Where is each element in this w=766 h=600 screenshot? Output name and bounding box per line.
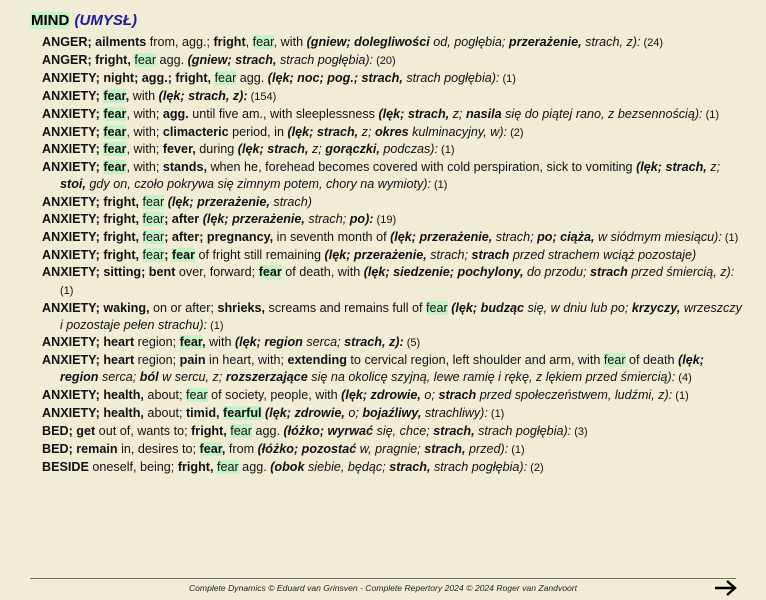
rubric-translation: w, pragnie; xyxy=(356,441,425,456)
rubric-text: from xyxy=(225,441,258,456)
rubric-term: fright, xyxy=(191,423,231,438)
rubric-line[interactable] xyxy=(42,34,742,52)
rubric-translation-term: strach xyxy=(471,247,510,262)
remedy-count: (1) xyxy=(499,72,516,85)
rubric-line[interactable] xyxy=(42,106,742,124)
rubric-translation-term: (łóżko; pozostać xyxy=(257,441,357,456)
rubric-text: of death xyxy=(625,353,679,368)
rubric-line[interactable] xyxy=(42,441,742,459)
rubric-text: region; xyxy=(134,335,180,350)
rubric-term: , xyxy=(221,441,226,456)
rubric-translation-term: bojaźliwy, xyxy=(362,406,422,421)
rubric-line[interactable] xyxy=(42,387,742,405)
rubric-term: ANGER; fright, xyxy=(42,52,135,67)
rubric-translation: wrzeszczy i pozostaje pełen strachu): xyxy=(60,300,742,332)
rubric-translation: przed śmiercią, z): xyxy=(627,264,735,279)
rubric-text: , with; xyxy=(126,160,163,175)
rubric-term: BED; remain xyxy=(42,441,118,456)
rubric-translation: z; xyxy=(449,106,466,121)
rubric-term: ; xyxy=(164,247,172,262)
remedy-count: (4) xyxy=(675,372,692,385)
footer-divider xyxy=(30,578,736,579)
remedy-count: (3) xyxy=(571,425,588,438)
rubric-text: , xyxy=(245,35,253,49)
rubric-text: , with; xyxy=(126,142,163,157)
remedy-count: (1) xyxy=(702,108,720,121)
rubric-list xyxy=(42,34,742,477)
rubric-text: of fright still remaining xyxy=(195,247,325,262)
rubric-translation-term: (gniew; strach, xyxy=(187,52,277,67)
rubric-translation: się do piątej rano, z bezsennością): xyxy=(501,106,703,121)
remedy-count: (2) xyxy=(527,461,544,474)
rubric-translation-term: (lęk; przerażenie, xyxy=(167,195,270,210)
search-highlight: fear xyxy=(103,88,126,103)
rubric-translation-term: stoi, xyxy=(60,177,86,192)
rubric-text: agg. xyxy=(236,70,268,85)
remedy-count: (1) xyxy=(672,390,689,403)
search-highlight: fear xyxy=(103,142,127,157)
chapter-heading xyxy=(30,12,137,29)
rubric-translation: gdy on, czoło pokrywa się zimnym potem, chory na wymioty): xyxy=(85,177,431,192)
rubric-text: during xyxy=(195,142,238,157)
rubric-term: fever, xyxy=(162,142,196,157)
rubric-translation-term: (lęk; siedzenie; pochylony, xyxy=(363,264,524,279)
rubric-line[interactable] xyxy=(42,334,742,352)
rubric-translation: podczas): xyxy=(379,142,438,157)
rubric-term: climacteric xyxy=(162,124,229,139)
rubric-translation-term: po; ciąża, xyxy=(537,229,595,244)
chapter-translation: (UMYSŁ) xyxy=(74,12,137,29)
search-highlight: fear xyxy=(185,388,208,403)
rubric-term: ANXIETY; health, xyxy=(42,406,144,421)
rubric-term: fright, xyxy=(177,459,217,474)
rubric-translation: strach pogłębia): xyxy=(402,70,500,85)
chapter-title: MIND xyxy=(31,12,70,29)
rubric-translation: strach, z): xyxy=(581,35,641,49)
rubric-term: ANXIETY; health, xyxy=(42,388,144,403)
rubric-translation: przed strachem wciąż pozostaje) xyxy=(509,247,697,262)
rubric-term: ; after xyxy=(164,212,203,227)
rubric-translation-term: (lęk; przerażenie, xyxy=(390,229,493,244)
rubric-term: ANXIETY; fright, xyxy=(42,229,143,244)
rubric-text: of society, people, with xyxy=(207,388,342,403)
rubric-term: ANXIETY; night; agg.; fright, xyxy=(42,70,215,85)
rubric-line[interactable] xyxy=(42,423,742,441)
rubric-term: ANXIETY; heart xyxy=(42,353,135,368)
rubric-translation: strach; xyxy=(426,247,472,262)
search-highlight: fear xyxy=(230,423,252,438)
rubric-line[interactable] xyxy=(42,459,742,477)
rubric-translation-term: (lęk; strach, xyxy=(287,124,359,139)
rubric-translation: strach pogłębia): xyxy=(276,52,374,67)
rubric-translation-term: nasila xyxy=(465,106,502,121)
search-highlight: fear xyxy=(142,195,165,210)
rubric-text: of death, with xyxy=(281,264,364,279)
rubric-term: ANXIETY; xyxy=(42,124,104,139)
rubric-term: ANXIETY; fright, xyxy=(42,212,143,227)
rubric-text: in, desires to; xyxy=(117,441,200,456)
rubric-translation: serca; xyxy=(98,370,140,385)
rubric-text: , with xyxy=(273,35,307,49)
rubric-translation: przed społeczeństwem, ludźmi, z): xyxy=(476,388,673,403)
search-highlight: fearful xyxy=(223,406,262,421)
rubric-translation-term: strach xyxy=(590,264,628,279)
rubric-text: agg. xyxy=(238,459,271,474)
search-highlight: fear xyxy=(103,160,127,175)
rubric-text: on or after; xyxy=(149,300,218,315)
rubric-translation-term: strach, xyxy=(424,441,466,456)
rubric-line[interactable] xyxy=(42,264,742,300)
rubric-term: timid, xyxy=(185,406,224,421)
rubric-translation: do przodu; xyxy=(523,264,591,279)
rubric-term: pain xyxy=(179,353,206,368)
search-highlight: fear xyxy=(199,441,222,456)
rubric-text: , with; xyxy=(126,106,163,121)
rubric-translation: strach; xyxy=(492,229,538,244)
rubric-translation-term: (lęk; zdrowie, xyxy=(265,406,345,421)
rubric-translation: w siódmym miesiącu): xyxy=(594,229,722,244)
rubric-term: ANXIETY; heart xyxy=(42,335,135,350)
rubric-text: period, in xyxy=(228,124,288,139)
rubric-term: ANXIETY; fright, xyxy=(42,195,143,210)
rubric-translation: strach pogłębia): xyxy=(430,459,528,474)
rubric-translation: kulminacyjny, w): xyxy=(408,124,508,139)
rubric-term: stands, xyxy=(162,160,207,175)
rubric-translation: serca; xyxy=(302,335,345,350)
rubric-translation: o; xyxy=(420,388,439,403)
rubric-translation-term: strach, xyxy=(433,423,475,438)
rubric-text: when he, forehead becomes covered with cold perspiration, sick to vomiting xyxy=(206,160,637,175)
rubric-line[interactable] xyxy=(42,247,742,264)
search-highlight: fear xyxy=(171,247,196,262)
rubric-line[interactable] xyxy=(42,141,742,159)
rubric-translation-term: (lęk; strach, xyxy=(378,106,450,121)
rubric-translation: strach) xyxy=(269,195,312,210)
rubric-translation: siebie, będąc; xyxy=(304,459,390,474)
rubric-translation-term: (lęk; przerażenie, xyxy=(324,247,427,262)
rubric-text: until five am., with sleeplessness xyxy=(188,106,379,121)
rubric-text: with xyxy=(129,88,159,103)
remedy-count: (19) xyxy=(373,214,397,227)
rubric-line[interactable] xyxy=(42,52,742,70)
rubric-text: in seventh month of xyxy=(273,229,391,244)
rubric-text: screams and remains full of xyxy=(265,300,427,315)
rubric-term: ANXIETY; fright, xyxy=(42,247,143,262)
rubric-line[interactable] xyxy=(42,211,742,229)
rubric-translation-term: strach, xyxy=(389,459,431,474)
search-highlight: fear xyxy=(179,335,203,350)
right-arrow-icon[interactable] xyxy=(714,579,738,597)
remedy-count: (1) xyxy=(438,144,455,157)
rubric-line[interactable] xyxy=(42,70,742,88)
rubric-text: about; xyxy=(143,388,186,403)
rubric-text: oneself, being; xyxy=(88,459,178,474)
rubric-line[interactable] xyxy=(42,159,742,194)
rubric-translation-term: (lęk; region xyxy=(234,335,303,350)
remedy-count: (1) xyxy=(207,319,224,332)
rubric-translation-term: rozszerzające xyxy=(225,370,308,385)
remedy-count: (5) xyxy=(403,337,421,350)
remedy-count: (1) xyxy=(721,231,739,244)
rubric-text: to cervical region, left shoulder and arm, with xyxy=(346,353,604,368)
rubric-line[interactable] xyxy=(42,88,742,106)
search-highlight: fear xyxy=(134,52,157,67)
rubric-term: ANXIETY; xyxy=(42,160,104,175)
rubric-term: , xyxy=(125,88,130,103)
rubric-translation: o; xyxy=(344,406,363,421)
rubric-line[interactable] xyxy=(42,124,742,142)
rubric-line[interactable] xyxy=(42,300,742,335)
rubric-text: agg. xyxy=(156,52,188,67)
rubric-term: BESIDE xyxy=(42,459,89,474)
rubric-term: ANXIETY; xyxy=(42,88,104,103)
rubric-translation: w sercu, z; xyxy=(158,370,226,385)
rubric-line[interactable] xyxy=(42,352,742,387)
rubric-translation-term: (lęk; budząc xyxy=(451,300,525,315)
rubric-translation: strach; xyxy=(304,212,350,227)
rubric-translation-term: (lęk; strach, xyxy=(237,142,309,157)
rubric-term: BED; get xyxy=(42,423,96,438)
search-highlight: fear xyxy=(103,106,127,121)
rubric-translation-term: przerażenie, xyxy=(508,35,582,49)
rubric-translation: się, w dniu lub po; xyxy=(524,300,632,315)
rubric-translation-term: strach xyxy=(438,388,477,403)
rubric-translation: z; xyxy=(358,124,375,139)
rubric-translation-term: (łóżko; wyrwać xyxy=(283,423,374,438)
rubric-line[interactable] xyxy=(42,194,742,211)
remedy-count: (1) xyxy=(430,179,448,192)
remedy-count: (1) xyxy=(60,284,74,297)
remedy-count: (2) xyxy=(507,126,524,139)
remedy-count: (1) xyxy=(487,408,505,421)
remedy-count: (1) xyxy=(508,443,525,456)
rubric-translation-term: (lęk; noc; pog.; strach, xyxy=(267,70,403,85)
rubric-text: from, agg.; xyxy=(146,35,214,49)
rubric-translation-term: (gniew; dolegliwości xyxy=(306,35,430,49)
search-highlight: fear xyxy=(142,212,165,227)
footer-credits: Complete Dynamics © Eduard van Grinsven - Complete Repertory 2024 © 2024 Roger van Zandvoort xyxy=(188,583,578,593)
search-highlight: fear xyxy=(603,353,626,368)
rubric-line[interactable] xyxy=(42,405,742,423)
rubric-translation-term: (lęk; przerażenie, xyxy=(202,212,305,227)
search-highlight: fear xyxy=(142,229,165,244)
rubric-term: extending xyxy=(287,353,347,368)
rubric-translation: przed): xyxy=(465,441,509,456)
remedy-count: (154) xyxy=(247,90,277,103)
rubric-term: ANXIETY; xyxy=(42,106,104,121)
rubric-translation-term: (lęk; zdrowie, xyxy=(341,388,421,403)
rubric-translation: się, chce; xyxy=(373,423,434,438)
rubric-translation-term: (obok xyxy=(270,459,305,474)
rubric-term: shrieks, xyxy=(217,300,266,315)
rubric-text: out of, wants to; xyxy=(95,423,192,438)
rubric-translation-term: okres xyxy=(374,124,409,139)
rubric-text: region; xyxy=(134,353,180,368)
rubric-term: ANXIETY; xyxy=(42,142,104,157)
rubric-text: over, forward; xyxy=(175,264,259,279)
rubric-term: ; after; pregnancy, xyxy=(164,229,274,244)
rubric-translation-term: (lęk; strach, z): xyxy=(158,88,248,103)
rubric-text: in heart, with; xyxy=(205,353,288,368)
rubric-translation-term: (lęk; strach, xyxy=(636,160,707,175)
search-highlight: fear xyxy=(258,264,282,279)
rubric-text: about; xyxy=(143,406,186,421)
search-highlight: fear xyxy=(142,247,165,262)
rubric-translation: z; xyxy=(308,142,326,157)
search-highlight: fear xyxy=(426,300,448,315)
rubric-translation: od, pogłębia; xyxy=(429,35,509,49)
rubric-translation: się na okolicę szyjną, lewe ramię i rękę, z lękiem przed śmiercią): xyxy=(307,370,676,385)
search-highlight: fear xyxy=(252,35,274,49)
rubric-translation-term: strach, z): xyxy=(344,335,404,350)
search-highlight: fear xyxy=(216,459,239,474)
rubric-translation: strach pogłębia): xyxy=(474,423,572,438)
rubric-term: ANXIETY; sitting; bent xyxy=(42,264,176,279)
rubric-term: agg. xyxy=(162,106,189,121)
rubric-text: , with; xyxy=(126,124,163,139)
search-highlight: fear xyxy=(214,70,237,85)
remedy-count: (20) xyxy=(373,54,396,67)
rubric-term: , xyxy=(202,335,206,350)
rubric-term: ANXIETY; waking, xyxy=(42,300,150,315)
rubric-text: agg. xyxy=(251,423,284,438)
rubric-text: with xyxy=(205,335,235,350)
rubric-translation: z; xyxy=(706,160,721,175)
rubric-translation-term: ból xyxy=(139,370,159,385)
rubric-translation-term: krzyczy, xyxy=(631,300,681,315)
search-highlight: fear xyxy=(103,124,127,139)
rubric-translation-term: gorączki, xyxy=(325,142,380,157)
rubric-term: fright xyxy=(213,35,246,49)
rubric-translation: strachliwy): xyxy=(421,406,488,421)
remedy-count: (24) xyxy=(640,37,664,49)
rubric-translation-term: po): xyxy=(349,212,374,227)
rubric-line[interactable] xyxy=(42,229,742,247)
rubric-translation-term: (lęk; region xyxy=(60,353,704,385)
rubric-term: ANGER; ailments xyxy=(42,35,147,49)
